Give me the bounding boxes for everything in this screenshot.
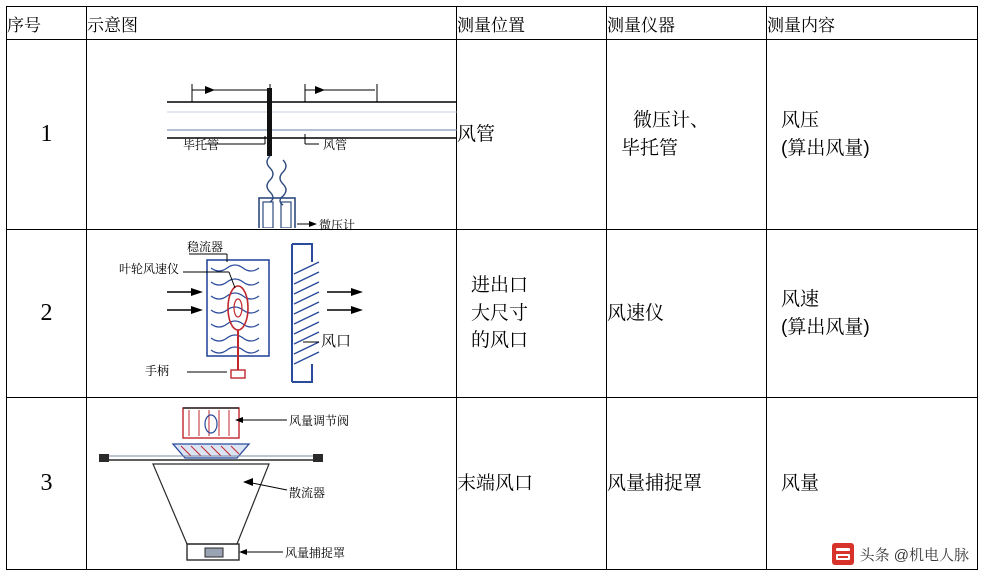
table-row [7, 40, 978, 230]
diagram-label-manometer: 微压计 [319, 218, 356, 232]
row-number-3: 3 [7, 398, 87, 570]
diagram-label-volume-damper: 风量调节阀 [289, 414, 350, 428]
diagram-cell-1 [87, 40, 457, 230]
diagram-label-pitot-tube: 毕托管 [183, 138, 220, 152]
measurement-methods-table [6, 6, 978, 570]
diagram-label-flow-hood: 风量捕捉罩 [285, 546, 346, 560]
header-cell-position: 测量位置 [457, 7, 607, 40]
table-body [7, 40, 978, 570]
position-line-3: 的风口 [471, 330, 529, 352]
measurement-table-sheet [6, 6, 977, 569]
diagram-label-vane-anemometer: 叶轮风速仪 [119, 262, 180, 276]
pitot-tube-diagram [87, 40, 457, 232]
table-header-row [7, 7, 978, 40]
pitot-tube-diagram-svg [87, 40, 457, 228]
position-cell-1: 风管 [457, 40, 607, 230]
vane-anemometer-diagram [87, 230, 457, 397]
table-row [7, 230, 978, 398]
instrument-cell-1 [607, 40, 767, 230]
content-line-1: 风压 [781, 109, 820, 131]
instrument-cell-3: 风量捕捉罩 [607, 398, 767, 570]
content-line-1: 风量 [781, 472, 820, 494]
position-cell-2 [457, 230, 607, 398]
watermark [832, 543, 969, 565]
watermark-text: 头条 @机电人脉 [859, 546, 969, 564]
row-number-2: 2 [7, 230, 87, 398]
row-number-1: 1 [7, 40, 87, 230]
header-cell-diagram: 示意图 [87, 7, 457, 40]
header-cell-content: 测量内容 [767, 7, 978, 40]
diagram-cell-2 [87, 230, 457, 398]
flow-hood-diagram-svg [87, 398, 457, 568]
vane-anemometer-diagram-svg [87, 230, 457, 396]
header-cell-no: 序号 [7, 7, 87, 40]
diagram-label-air-outlet: 风口 [321, 333, 352, 350]
diagram-label-flow-straightener: 稳流器 [187, 240, 224, 254]
instrument-line-2: 毕托管 [621, 137, 679, 159]
content-line-1: 风速 [781, 288, 820, 310]
flow-hood-diagram [87, 398, 457, 569]
table-header [7, 7, 978, 40]
toutiao-logo-icon [832, 543, 854, 565]
content-line-2: (算出风量) [781, 137, 870, 159]
content-cell-2 [767, 230, 978, 398]
diagram-label-diffuser: 散流器 [289, 486, 326, 500]
position-cell-3: 末端风口 [457, 398, 607, 570]
position-line-1: 进出口 [471, 275, 529, 297]
instrument-cell-2: 风速仪 [607, 230, 767, 398]
header-cell-instrument: 测量仪器 [607, 7, 767, 40]
content-line-2: (算出风量) [781, 316, 870, 338]
instrument-line-1: 微压计、 [633, 109, 710, 131]
content-cell-1 [767, 40, 978, 230]
diagram-cell-3 [87, 398, 457, 570]
diagram-label-handle: 手柄 [145, 364, 170, 378]
diagram-label-duct: 风管 [323, 138, 348, 152]
position-line-2: 大尺寸 [471, 302, 529, 324]
